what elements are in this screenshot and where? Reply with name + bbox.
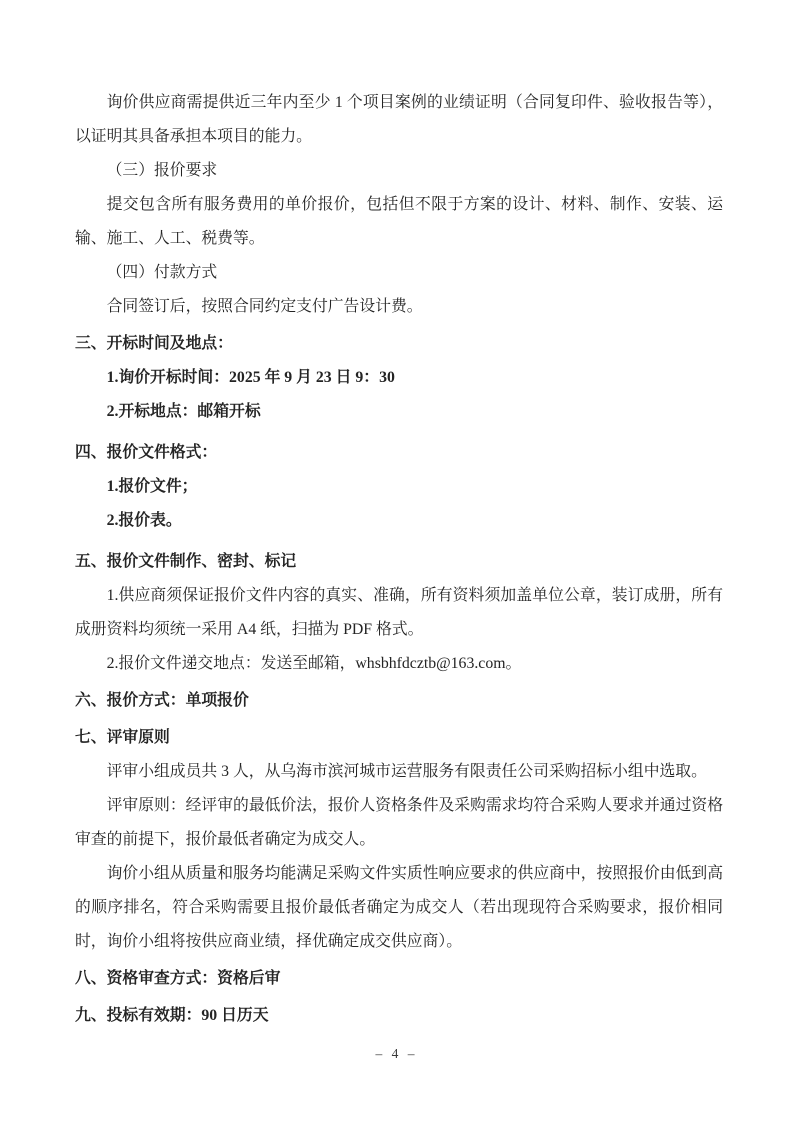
section-heading-6-quotation-method: 六、报价方式：单项报价 bbox=[75, 692, 249, 709]
page-number: – 4 – bbox=[375, 1046, 418, 1061]
item-bid-opening-time: 1.询价开标时间：2025 年 9 月 23 日 9：30 bbox=[106, 369, 395, 386]
paragraph-evaluation-ranking: 询价小组从质量和服务均能满足采购文件实质性响应要求的供应商中，按照报价由低到高的顺序排名，符合采购需要且报价最低者确定为成交人（若出现现符合采购要求，报价相同时，询价小组将按供应商业绩，择优确定成交供应商）。 bbox=[75, 865, 723, 950]
paragraph-submission-address: 2.报价文件递交地点：发送至邮箱，whsbhfdcztb@163.com。 bbox=[106, 655, 522, 672]
item-quotation-file: 1.报价文件； bbox=[106, 478, 198, 495]
paragraph-payment-detail: 合同签订后，按照合同约定支付广告设计费。 bbox=[106, 298, 423, 315]
item-bid-opening-location: 2.开标地点：邮箱开标 bbox=[106, 403, 261, 420]
section-heading-4-file-format: 四、报价文件格式： bbox=[75, 444, 218, 461]
section-heading-8-qualification-review: 八、资格审查方式：资格后审 bbox=[75, 970, 281, 987]
paragraph-evaluation-team: 评审小组成员共 3 人，从乌海市滨河城市运营服务有限责任公司采购招标小组中选取。 bbox=[106, 763, 707, 780]
paragraph-evaluation-principle: 评审原则：经评审的最低价法，报价人资格条件及采购需求均符合采购人要求并通过资格审查的前提下，报价最低者确定为成交人。 bbox=[75, 797, 723, 848]
subheading-payment-method: （四）付款方式 bbox=[106, 264, 218, 281]
section-heading-5-sealing-marking: 五、报价文件制作、密封、标记 bbox=[75, 553, 297, 570]
paragraph-file-authenticity: 1.供应商须保证报价文件内容的真实、准确，所有资料须加盖单位公章，装订成册，所有成册资料均须统一采用 A4 纸，扫描为 PDF 格式。 bbox=[75, 587, 723, 638]
section-heading-7-evaluation-principles: 七、评审原则 bbox=[75, 729, 170, 746]
paragraph-quotation-scope: 提交包含所有服务费用的单价报价，包括但不限于方案的设计、材料、制作、安装、运输、施工、人工、税费等。 bbox=[75, 196, 723, 247]
document-body bbox=[75, 86, 723, 1033]
paragraph-supplier-proof: 询价供应商需提供近三年内至少 1 个项目案例的业绩证明（合同复印件、验收报告等），以证明其具备承担本项目的能力。 bbox=[75, 94, 723, 145]
item-quotation-table: 2.报价表。 bbox=[106, 512, 182, 529]
section-heading-3-bid-opening: 三、开标时间及地点： bbox=[75, 335, 233, 352]
section-heading-9-bid-validity: 九、投标有效期：90 日历天 bbox=[75, 1007, 269, 1024]
subheading-quotation-requirements: （三）报价要求 bbox=[106, 162, 218, 179]
